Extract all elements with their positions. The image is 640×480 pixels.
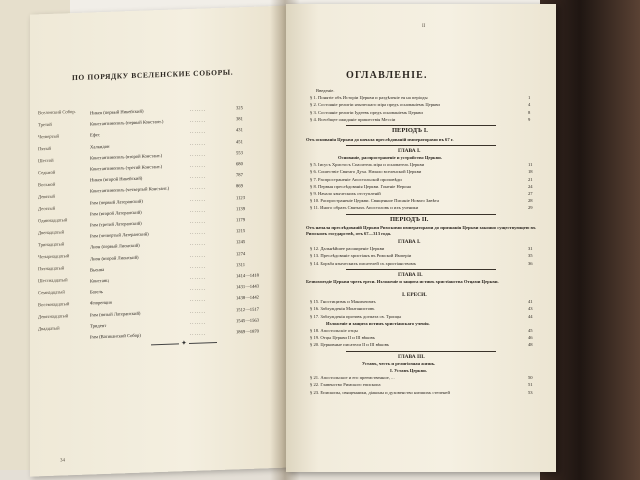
page-reference: 29	[528, 205, 533, 211]
contents-entry: § 5. Іисусъ Христосъ Спаситель міра и основатель Церкви	[310, 162, 425, 168]
page-reference: 1	[528, 95, 531, 101]
contents-entry: § 20. Церковные писатели II и III вѣковъ	[310, 342, 390, 348]
council-place: Никея (второй Никейский)	[90, 175, 143, 183]
leader-dots: . . . . . . .	[190, 140, 205, 146]
leader-dots: . . . . . . .	[190, 274, 205, 280]
leader-dots: . . . . . . .	[190, 296, 205, 303]
council-place: Рим (второй Латеранский)	[90, 209, 142, 217]
council-ordinal: Восемнадцатый	[38, 301, 70, 308]
page-reference: 9	[528, 116, 531, 122]
council-place: Никея (первый Никейский)	[90, 108, 144, 116]
council-year: 1414—1418	[236, 272, 259, 279]
contents-entry: § 16. Заблужденія Монтанистовъ	[310, 306, 375, 312]
council-year: 1179	[236, 217, 246, 223]
council-ordinal: Шестой	[38, 157, 54, 164]
contents-title: ОГЛАВЛЕНІЕ.	[346, 70, 428, 81]
council-ordinal: Одиннадцатый	[38, 217, 68, 224]
page-reference: 50	[528, 375, 533, 381]
page-reference: 43	[528, 306, 533, 312]
council-year: 553	[236, 149, 243, 156]
contents-entry: § 8. Первыя преслѣдованія Церкви. Гоненіе Нерона	[310, 183, 411, 189]
leader-dots: . . . . . . .	[190, 196, 205, 202]
council-ordinal: Восьмой	[38, 181, 56, 188]
chapter-heading: ГЛАВА I.	[398, 239, 421, 245]
left-page-number: 34	[60, 458, 65, 464]
contents-entry: § 14. Борьба языческихъ писателей съ христіанствомъ	[310, 260, 417, 266]
council-ordinal: Четвертый	[38, 133, 60, 140]
contents-entry: § 12. Дальнѣйшее расширеніе Церкви	[310, 246, 385, 252]
leader-dots: . . . . . . .	[190, 106, 205, 112]
council-ordinal: Девятый	[38, 193, 56, 200]
leader-dots: . . . . . . .	[190, 308, 205, 314]
council-year: 1215	[236, 228, 246, 234]
page-reference: 35	[528, 253, 533, 259]
period-subtitle: Отъ основанія Церкви до начала преслѣдованій императорами въ 67 г.	[306, 136, 454, 142]
page-reference: 45	[528, 328, 533, 333]
contents-entry: § 10. Распространеніе Церкви. Священное Писаніе Новаго Завѣта	[310, 198, 440, 204]
council-year: 1311	[236, 261, 246, 268]
council-place: Константинополь (первый Констант.)	[90, 119, 164, 127]
page-reference: 4	[528, 102, 531, 108]
leader-dots: . . . . . . .	[190, 330, 205, 336]
leader-dots: . . . . . . .	[190, 184, 205, 191]
contents-entry: § 19. Отцы Церкви II и III вѣковъ	[310, 335, 375, 341]
council-place: Ефес	[90, 132, 100, 138]
period-subtitle: Отъ начала преслѣдованій Церкви Римскими императорами до признанія Церкви законно существующею въ Римскомъ государствѣ, отъ 67—313 года.	[306, 225, 536, 237]
page-reference: 21	[528, 176, 533, 182]
council-year: 1869—1870	[236, 328, 259, 335]
council-ordinal: Девятнадцатый	[38, 313, 69, 320]
contents-entry: § 21. Апостольское и его преемственное, ...	[310, 375, 395, 381]
section-heading: I. ЕРЕСИ.	[402, 292, 427, 298]
section-heading: Изложеніе и защита истинъ христіанскаго ученія.	[326, 320, 430, 326]
contents-entry: § 17. Заблужденія противъ догмата св. Троицы	[310, 313, 402, 319]
council-place: Тридент	[90, 322, 107, 329]
chapter-heading: ГЛАВА II.	[398, 271, 423, 278]
council-year: 1512—1517	[236, 306, 259, 312]
leader-dots: . . . . . . .	[190, 263, 205, 269]
contents-entry: § 9. Начало языческихъ отступленій	[310, 190, 381, 196]
leader-dots: . . . . . . .	[190, 207, 205, 213]
leader-dots: . . . . . . .	[190, 319, 205, 325]
page-reference: 41	[528, 299, 533, 305]
council-place: Рим (третий Латеранский)	[90, 220, 142, 228]
period-heading: ПЕРІОДЪ I.	[392, 127, 428, 134]
council-ordinal: Четырнадцатый	[38, 253, 70, 260]
council-place: Флоренция	[90, 300, 112, 306]
council-place: Рим (пятый Латеранский)	[90, 310, 141, 318]
council-ordinal: Седьмой	[38, 169, 56, 176]
leader-dots: . . . . . . .	[190, 151, 205, 157]
council-year: 431	[236, 127, 243, 133]
leader-dots: . . . . . . .	[190, 229, 205, 236]
contents-entry: § 18. Апостольскіе отцы	[310, 328, 358, 333]
contents-entry: § 23. Епископы, священники, діаконы и духовенство низшихъ степеней	[310, 389, 450, 395]
council-year: 1123	[236, 194, 246, 200]
council-year: 1545—1563	[236, 317, 259, 324]
council-year: 1431—1443	[236, 283, 259, 290]
contents-entry: § 4. Всеобщее ожиданіе пришествія Мессіи	[310, 116, 396, 122]
page-reference: 44	[528, 313, 533, 319]
chapter-subtitle: Основаніе, распространеніе и устройство Церкви.	[338, 154, 442, 160]
council-place: Констанц	[90, 277, 109, 284]
left-page-title: ПО ПОРЯДКУ ВСЕЛЕНСКИЕ СОБОРЫ.	[72, 67, 234, 83]
contents-entry: § 13. Преслѣдованіе христіанъ въ Римской Имперіи	[310, 253, 412, 259]
council-year: 869	[236, 183, 243, 189]
council-place: Лион (первый Лионский)	[90, 243, 140, 250]
contents-entry: § 3. Состояніе религіи Іудеевъ предъ основаніемъ Церкви	[310, 109, 423, 115]
contents-entry: § 6. Сошествіе Святаго Духа. Начало вселенской Церкви	[310, 169, 422, 175]
section-rule	[346, 269, 496, 270]
chapter-subtitle: Уставъ, честь и религіозная жизнь.	[362, 360, 436, 366]
left-page	[30, 5, 292, 476]
section-rule	[346, 125, 496, 126]
contents-entry: § 22. Главенство Римского епископа	[310, 382, 381, 388]
council-ordinal: Двадцатый	[38, 325, 60, 332]
council-ordinal: Двенадцатый	[38, 229, 65, 236]
section-rule	[346, 214, 496, 215]
chapter-heading: ГЛАВА III.	[398, 353, 425, 360]
council-ordinal: Пятнадцатый	[38, 265, 65, 272]
council-ordinal: Десятый	[38, 205, 56, 212]
leader-dots: . . . . . . .	[190, 252, 205, 258]
council-year: 680	[236, 161, 243, 167]
council-year: 325	[236, 105, 243, 111]
chapter-subtitle: Безвозмездіе Церкви чрезъ ереси. Изложеніе и защита истинъ христіанства Отцами Церкви.	[306, 279, 499, 284]
leader-dots: . . . . . . .	[190, 162, 205, 168]
section-heading: I. Уставъ Церкви.	[390, 368, 427, 373]
page-reference: 53	[528, 389, 533, 395]
council-year: 1274	[236, 250, 246, 256]
leader-dots: . . . . . . .	[190, 285, 205, 292]
page-reference: 31	[528, 246, 533, 252]
leader-dots: . . . . . . .	[190, 128, 205, 135]
contents-entry: § 7. Распространеніе Апостольской проповѣди	[310, 176, 402, 182]
intro-heading: Введеніе.	[316, 88, 335, 93]
council-year: 381	[236, 116, 243, 122]
council-place: Лион (второй Лионский)	[90, 254, 139, 262]
right-page	[286, 4, 556, 472]
council-year: 1139	[236, 205, 246, 212]
section-rule	[346, 145, 496, 146]
page-reference: 27	[528, 190, 533, 196]
council-place: Халкидон	[90, 143, 110, 150]
leader-dots: . . . . . . .	[190, 117, 205, 124]
council-ordinal: Вселенский Собор.	[38, 108, 76, 116]
leader-dots: . . . . . . .	[190, 173, 205, 180]
council-year: 451	[236, 138, 243, 144]
council-year: 1245	[236, 239, 246, 245]
council-ordinal: Пятый	[38, 145, 51, 152]
council-place: Константинополь (четвертый Констант.)	[90, 186, 170, 194]
council-place: Базель	[90, 289, 103, 295]
council-ordinal: Шестнадцатый	[38, 277, 68, 284]
page-reference: 48	[528, 342, 533, 348]
council-place: Константинополь (второй Констант.)	[90, 152, 163, 161]
chapter-heading: ГЛАВА I.	[398, 147, 421, 154]
page-reference: 36	[528, 260, 533, 266]
page-reference: 51	[528, 382, 533, 388]
contents-entry: § 1. Понятіе объ Исторіи Церкви и раздѣленіе ея на періоды	[310, 95, 428, 101]
contents-entry: § 15. Гностицизмъ и Манихеизмъ	[310, 299, 376, 305]
page-reference: 18	[528, 169, 533, 175]
council-place: Рим (четвертый Латеранский)	[90, 231, 149, 239]
contents-entry: § 2. Состояніе религіи языческаго міра предъ основаніемъ Церкви	[310, 102, 440, 108]
council-place: Константинополь (третий Констант.)	[90, 163, 163, 172]
page-reference: 28	[528, 198, 533, 204]
council-place: Рим (первый Латеранский)	[90, 198, 143, 206]
council-ordinal: Тринадцатый	[38, 241, 65, 248]
page-reference: 24	[528, 183, 533, 189]
council-year: 787	[236, 172, 243, 178]
council-place: Вьенна	[90, 266, 105, 273]
council-ordinal: Третий	[38, 121, 52, 128]
council-year: 1438—1442	[236, 294, 259, 301]
contents-entry: § 11. Иного образъ Святыхъ Апостоловъ и ихъ ученики	[310, 205, 419, 211]
council-ordinal: Семнадцатый	[38, 289, 65, 296]
ornament-divider: ✦	[151, 338, 217, 350]
leader-dots: . . . . . . .	[190, 240, 205, 247]
leader-dots: . . . . . . .	[190, 218, 205, 224]
page-reference: 46	[528, 335, 533, 341]
page-reference: 11	[528, 162, 533, 168]
council-place: Рим (Ватиканский Собор)	[90, 332, 141, 340]
page-reference: 8	[528, 109, 531, 115]
right-page-number: II	[422, 24, 426, 29]
period-heading: ПЕРІОДЪ II.	[390, 215, 429, 223]
section-rule	[346, 351, 496, 352]
